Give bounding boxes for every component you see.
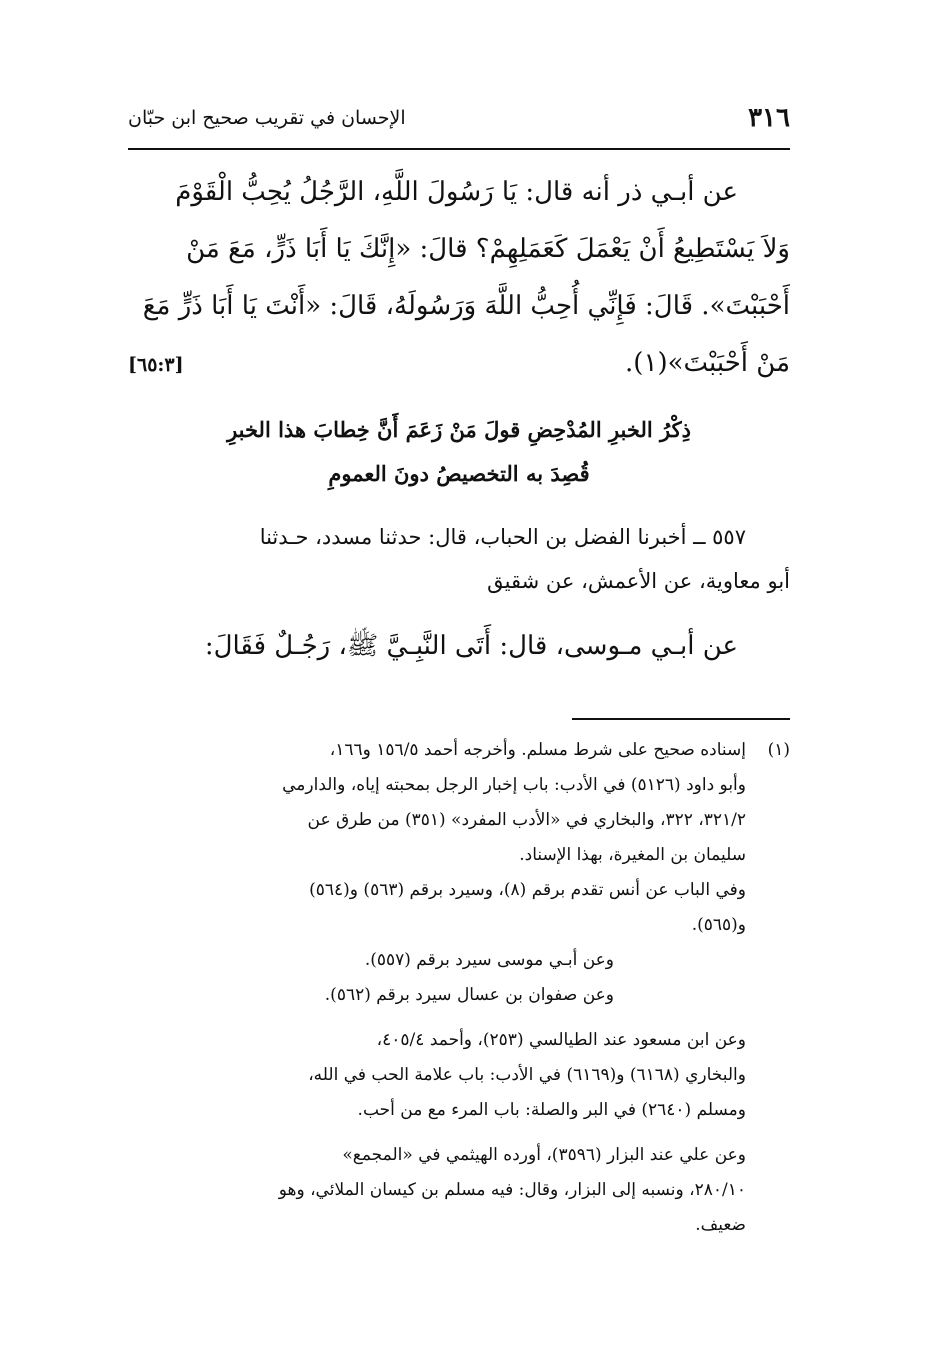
footnote-separator (572, 718, 790, 720)
footnote-line: وعن صفوان بن عسال سيرد برقم (٥٦٢). (324, 985, 614, 1005)
chapter-heading-line: ذِكْرُ الخبرِ المُدْحِضِ قولَ مَنْ زَعَمَ أَنَّ خِطابَ هذا الخبرِ (227, 417, 691, 442)
footnote-line: و(٥٦٥). (691, 915, 746, 935)
isnad-line: ٥٥٧ ــ أخبرنا الفضل بن الحباب، قال: حدثنا مسدد، حـدثنا (259, 525, 746, 549)
footnote-line: وفي الباب عن أنس تقدم برقم (٨)، وسيرد برقم (٥٦٣) و(٥٦٤) (309, 880, 746, 900)
hadith-main-text (128, 164, 790, 394)
hadith-last-row (128, 335, 790, 394)
chapter-heading (128, 408, 790, 496)
footnote-line: ٢٨٠/١٠، ونسبه إلى البزار، وقال: فيه مسلم بن كيسان الملائي، وهو (278, 1180, 746, 1200)
footnote-line: وعن أبـي موسى سيرد برقم (٥٥٧). (364, 950, 614, 970)
hadith-line: عن أبـي ذر أنه قال: يَا رَسُولَ اللَّهِ، الرَّجُلُ يُحِبُّ الْقَوْمَ (175, 177, 738, 207)
source-citation: [٦٥:٣] (128, 354, 184, 376)
isnad-chain (128, 515, 790, 603)
footnote-line: ومسلم (٢٦٤٠) في البر والصلة: باب المرء مع من أحب. (357, 1100, 746, 1120)
footnote-line: وعن علي عند البزار (٣٥٩٦)، أورده الهيثمي في «المجمع» (342, 1145, 746, 1165)
hadith-line: وَلاَ يَسْتَطِيعُ أَنْ يَعْمَلَ كَعَمَلِهِمْ؟ قالَ: «إِنَّكَ يَا أَبَا ذَرٍّ، مَعَ مَنْ (186, 234, 790, 264)
hadith-second-text: عن أبـي مـوسى، قال: أَتَى النَّبِـيَّ ﷺ، رَجُـلٌ فَقَالَ: (204, 631, 738, 661)
hadith-line: أَحْبَبْتَ». قَالَ: فَإِنِّي أُحِبُّ اللَّهَ وَرَسُولَهُ، قَالَ: «أَنْتَ يَا أَبَا ذَرٍّ مَعَ (142, 291, 790, 321)
page-number: ٣١٦ (748, 103, 790, 133)
page-header (128, 103, 790, 147)
footnote-line: ٣٢١/٢، ٣٢٢، والبخاري في «الأدب المفرد» (٣٥١) من طرق عن (307, 810, 746, 830)
footnotes (128, 733, 790, 1243)
footnote-line: وعن ابن مسعود عند الطيالسي (٢٥٣)، وأحمد ٤٠٥/٤، (376, 1030, 746, 1050)
header-rule (128, 148, 790, 150)
running-title: الإحسان في تقريب صحيح ابن حبّان (128, 107, 406, 129)
footnote-first-line (128, 733, 790, 768)
hadith-line: مَنْ أَحْبَبْتَ»(١). (625, 348, 790, 378)
chapter-heading-line: قُصِدَ به التخصيصُ دونَ العمومِ (328, 461, 590, 486)
footnote-line: ضعيف. (695, 1215, 746, 1235)
footnote-line: إسناده صحيح على شرط مسلم. وأخرجه أحمد ١٥٦/٥ و١٦٦، (329, 740, 746, 760)
isnad-line: أبو معاوية، عن الأعمش، عن شقيق (487, 569, 790, 593)
footnote-line: وأبو داود (٥١٢٦) في الأدب: باب إخبار الرجل بمحبته إياه، والدارمي (282, 775, 746, 795)
footnote-line: سليمان بن المغيرة، بهذا الإسناد. (519, 845, 746, 865)
footnote-marker: (١) (767, 740, 790, 760)
footnote-line: والبخاري (٦١٦٨) و(٦١٦٩) في الأدب: باب علامة الحب في الله، (308, 1065, 746, 1085)
